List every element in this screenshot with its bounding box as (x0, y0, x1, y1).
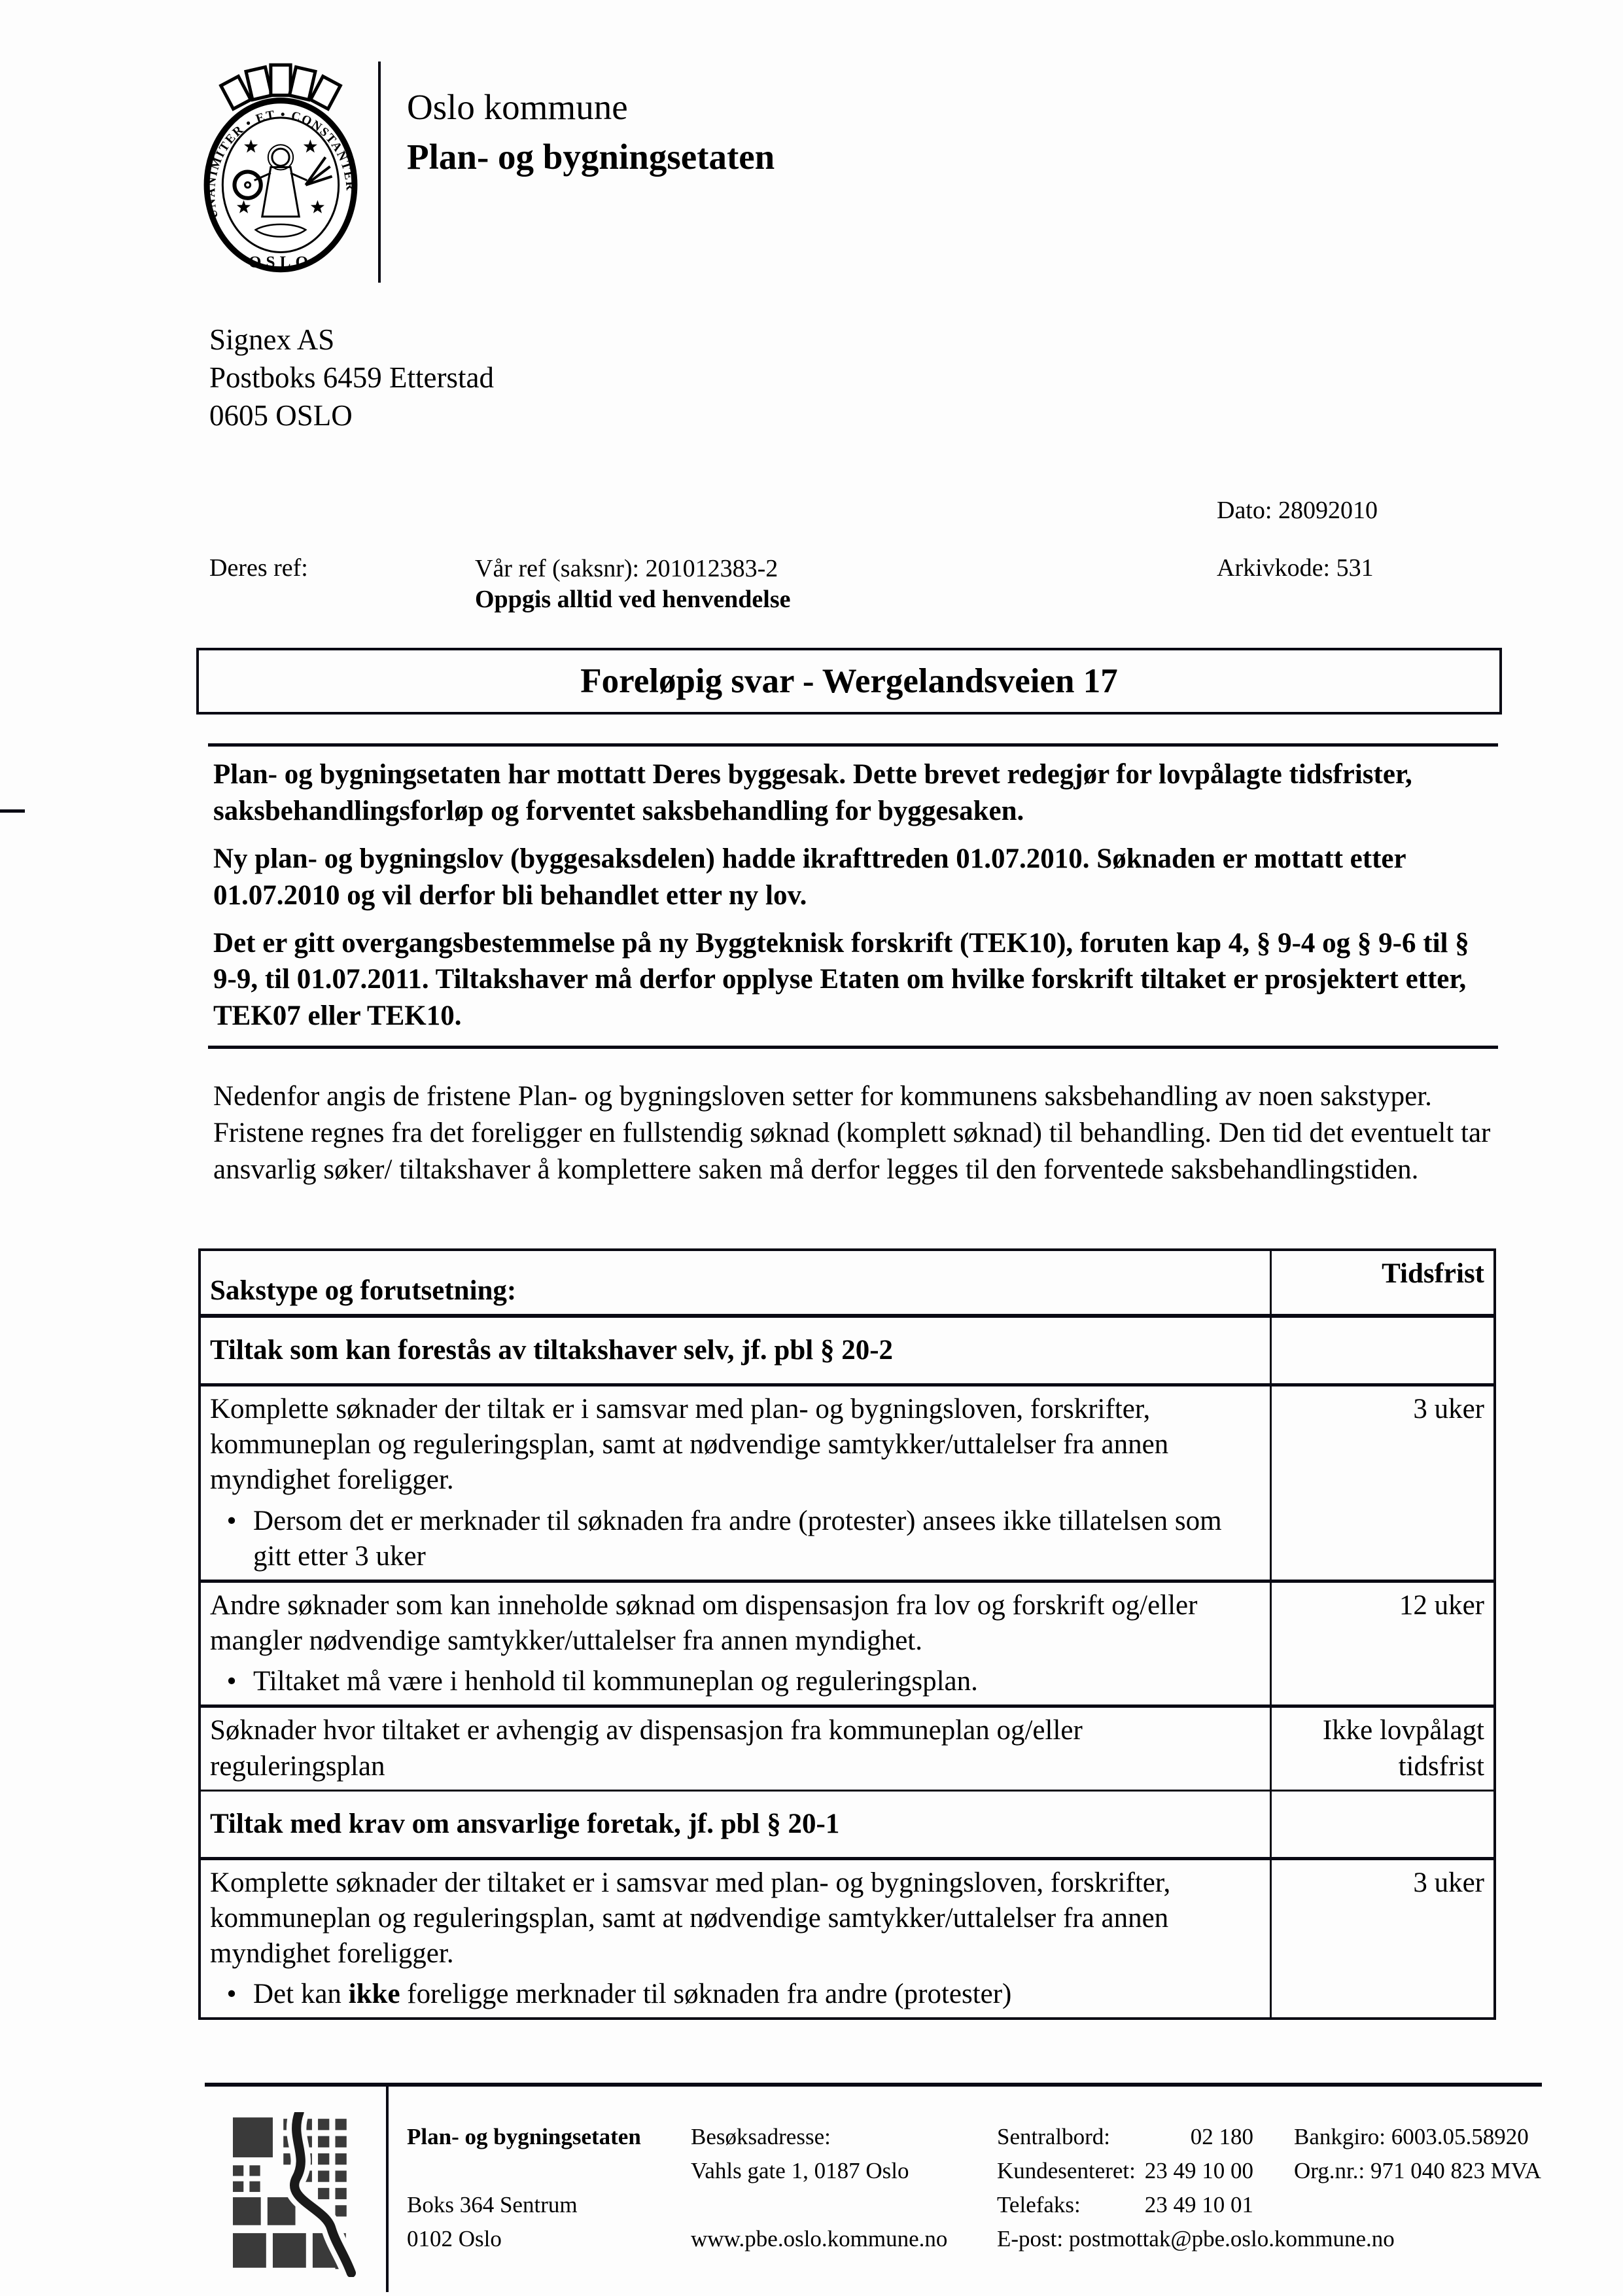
sentralbord-value: 02 180 (1190, 2124, 1253, 2149)
bullet-icon: • (226, 1666, 237, 1697)
footer-phone-column (997, 2120, 1395, 2256)
footer-visit-label: Besøksadresse: (691, 2124, 831, 2149)
footer-visit-address: Vahls gate 1, 0187 Oslo (691, 2158, 909, 2183)
kundesenteret-label: Kundesenteret: (997, 2158, 1136, 2183)
bold-paragraph-1: Plan- og bygningsetaten har mottatt Deres byggesak. Dette brevet redegjør for lovpålagte tidsfrister, saksbehandlingsforløp og forventet saksbehandling for byggesaken. (213, 759, 1412, 826)
oslo-kommune-seal-icon (195, 59, 366, 281)
footer-email: E-post: postmottak@pbe.oslo.kommune.no (997, 2226, 1395, 2252)
footer-phone-row (997, 2188, 1253, 2222)
row3-text: Søknader hvor tiltaket er avhengig av dispensasjon fra kommuneplan og/eller reguleringsplan (200, 1706, 1270, 1790)
bullet-icon: • (226, 1505, 237, 1536)
var-ref-note: Oppgis alltid ved henvendelse (475, 586, 791, 613)
footer-bank-column (1294, 2120, 1614, 2188)
section2-title: Tiltak med krav om ansvarlige foretak, jf. pbl § 20-1 (200, 1790, 1270, 1858)
arkivkode-label: Arkivkode: (1217, 554, 1331, 582)
footer-bankgiro: Bankgiro: 6003.05.58920 (1294, 2124, 1529, 2149)
footer-phone-row (997, 2120, 1253, 2154)
row2-text: Andre søknader som kan inneholde søknad om dispensasjon fra lov og forskrift og/eller mangler nødvendige samtykker/uttalelser fra annen myndighet. (210, 1589, 1198, 1657)
title-box (196, 648, 1502, 715)
footer-visit-column (691, 2120, 979, 2256)
recipient-city: 0605 OSLO (209, 399, 353, 432)
deadlines-table (198, 1248, 1496, 2020)
row1-text: Komplette søknader der tiltak er i samsvar med plan- og bygningsloven, forskrifter, kommuneplan og reguleringsplan, samt at nødvendige samtykker/uttalelser fra annen myndighet foreligger. (210, 1394, 1169, 1496)
date-label: Dato: (1217, 497, 1272, 524)
table-section-row-1 (200, 1316, 1495, 1385)
var-ref-line (475, 554, 790, 584)
row1-frist: 3 uker (1270, 1385, 1495, 1581)
date-line (1217, 496, 1378, 525)
department-name: Plan- og bygningsetaten (407, 137, 775, 177)
footer-department-column (407, 2120, 682, 2256)
row4-text: Komplette søknader der tiltaket er i samsvar med plan- og bygningsloven, forskrifter, kommuneplan og reguleringsplan, samt at nødvendige samtykker/uttalelser fra annen myndighet foreligger. (210, 1867, 1171, 1969)
row2-bullet-text: Tiltaket må være i henhold til kommuneplan og reguleringsplan. (253, 1666, 978, 1697)
footer-postcity: 0102 Oslo (407, 2226, 502, 2252)
section1-title: Tiltak som kan forestås av tiltakshaver selv, jf. pbl § 20-2 (200, 1316, 1270, 1385)
recipient-name: Signex AS (209, 323, 335, 356)
telefaks-value: 23 49 10 01 (1144, 2192, 1253, 2217)
arkivkode-value: 531 (1336, 554, 1374, 582)
header-tidsfrist: Tidsfrist (1270, 1250, 1495, 1316)
row2-frist: 12 uker (1270, 1581, 1495, 1706)
row4-frist: 3 uker (1270, 1858, 1495, 2019)
horizontal-rule-top (208, 743, 1498, 747)
recipient-address (209, 321, 494, 434)
bullet-icon: • (226, 1979, 237, 2010)
footer-divider (386, 2087, 389, 2292)
date-value: 28092010 (1278, 497, 1378, 524)
municipality-name: Oslo kommune (407, 87, 628, 127)
intro-bold-section (213, 756, 1494, 1046)
letter-title: Foreløpig svar - Wergelandsveien 17 (580, 662, 1118, 700)
arkivkode-line (1217, 554, 1374, 582)
footer-phone-row (997, 2154, 1253, 2188)
var-ref-label: Vår ref (saksnr): (475, 555, 640, 582)
seal-ring-text: UNANIMITER • ET • CONSTANTER (204, 107, 357, 221)
header-sakstype: Sakstype og forutsetning: (200, 1250, 1270, 1316)
deres-ref-label: Deres ref: (209, 554, 308, 582)
pbe-map-logo-icon (233, 2112, 356, 2277)
footer-website: www.pbe.oslo.kommune.no (691, 2226, 948, 2252)
table-row-3 (200, 1706, 1495, 1790)
var-ref-value: 201012383-2 (645, 555, 778, 582)
telefaks-label: Telefaks: (997, 2192, 1081, 2217)
horizontal-rule-bottom (208, 1046, 1498, 1049)
row3-frist: Ikke lovpålagt tidsfrist (1270, 1706, 1495, 1790)
fold-mark (0, 809, 25, 813)
table-row-2 (200, 1581, 1495, 1706)
header-divider (378, 62, 381, 283)
row1-bullet-text: Dersom det er merknader til søknaden fra andre (protester) ansees ikke tillatelsen som gitt etter 3 uker (253, 1505, 1222, 1572)
table-section-row-2 (200, 1790, 1495, 1858)
row2-bullet (210, 1664, 1261, 1699)
footer-rule (205, 2083, 1542, 2087)
bold-paragraph-3: Det er gitt overgangsbestemmelse på ny Byggteknisk forskrift (TEK10), foruten kap 4, § 9-4 og § 9-6 til § 9-9, til 01.07.2011. Tiltakshaver må derfor opplyse Etaten om hvilke forskrift tiltaket er prosjektert etter, TEK07 eller TEK10. (213, 927, 1469, 1032)
recipient-street: Postboks 6459 Etterstad (209, 361, 494, 394)
row4-bullet (210, 1977, 1261, 2012)
table-header-row (200, 1250, 1495, 1316)
table-row-1 (200, 1385, 1495, 1581)
sentralbord-label: Sentralbord: (997, 2124, 1111, 2149)
intro-paragraph: Nedenfor angis de fristene Plan- og bygningsloven setter for kommunens saksbehandling av noen sakstyper. Fristene regnes fra det foreligger en fullstendig søknad (komplett søknad) til behandling. Den tid det eventuelt tar ansvarlig søker/ tiltakshaver å komplettere saken må derfor legges til den forventede saksbehandlingstiden. (213, 1081, 1491, 1185)
row1-bullet (210, 1504, 1261, 1574)
bold-paragraph-2: Ny plan- og bygningslov (byggesaksdelen) hadde ikrafttreden 01.07.2010. Søknaden er mottatt etter 01.07.2010 og vil derfor bli behandlet etter ny lov. (213, 843, 1406, 911)
row4-bullet-bold-word: ikke (348, 1979, 400, 2010)
footer-postbox: Boks 364 Sentrum (407, 2192, 578, 2217)
footer-orgnr: Org.nr.: 971 040 823 MVA (1294, 2158, 1541, 2183)
row4-bullet-text: Det kan ikke foreligge merknader til søknaden fra andre (protester) (253, 1979, 1012, 2010)
var-ref-block (475, 554, 790, 615)
table-row-4 (200, 1858, 1495, 2019)
seal-oslo-text: OSLO (248, 253, 313, 272)
kundesenteret-value: 23 49 10 00 (1144, 2158, 1253, 2183)
footer-department: Plan- og bygningsetaten (407, 2124, 641, 2149)
